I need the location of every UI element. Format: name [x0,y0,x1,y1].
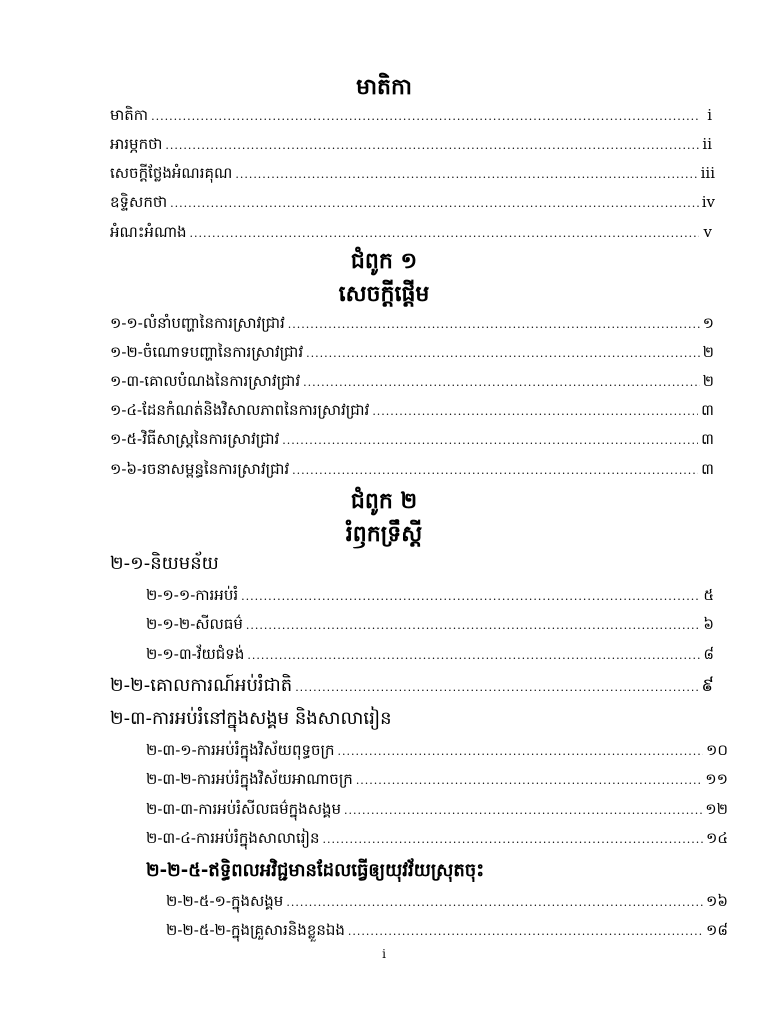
entry-label: ២-១-៣-វ័យជំទង់ [146,645,245,663]
toc-entry-section-2-2-5[interactable] [166,919,728,943]
toc-entry-front-matter[interactable] [110,104,712,128]
entry-page-number: ១៤ [706,829,728,847]
dot-leader [165,135,699,157]
entry-page-number: ៣ [701,401,714,419]
entry-label: ២-១-២-សីលធម៌ [146,615,243,633]
entry-page-number: ១១ [705,770,728,788]
section-2-1-heading[interactable]: ២-១-និយមន័យ [110,553,219,574]
chapter-2-number: ជំពូក ២ [350,489,418,514]
entry-label: ២-២-៥-២-ក្នុងគ្រួសារនិងខ្លួនឯង [166,921,345,939]
dot-leader [288,314,700,336]
entry-label: អារម្ភកថា [110,135,163,153]
entry-label: ២-៣-៤-ការអប់រំក្នុងសាលារៀន [146,829,320,847]
entry-label: អំណះអំណាង [110,223,187,241]
entry-label: ១-២-ចំណោទបញ្ហានៃការស្រាវជ្រាវ [110,343,304,361]
entry-page-number: ១២ [705,800,728,818]
dot-leader [356,770,702,792]
entry-label: ២-១-១-ការអប់រំ [146,586,239,604]
dot-leader [286,892,703,914]
entry-page-number: iv [701,193,715,211]
section-2-3-heading[interactable]: ២-៣-ការអប់រំនៅក្នុងសង្គម និងសាលារៀន [110,708,392,729]
dot-leader [322,829,703,851]
toc-entry-section-2-3[interactable] [146,827,728,851]
entry-page-number: ១៦ [706,892,728,910]
chapter-1-number: ជំពូក ១ [350,249,418,274]
entry-page-number: ៦ [703,615,714,633]
entry-label: ១-៦-រចនាសម្ពន្ធនៃការស្រាវជ្រាវ [110,460,290,478]
entry-label: ឧទ្ទិសកថា [110,193,168,211]
entry-page-number: iii [700,164,715,182]
toc-title: មាតិកា [356,75,412,100]
entry-label: ២-៣-១-ការអប់រំក្នុងវិស័យពុទ្ធចក្រ [146,741,335,759]
toc-entry-chapter-1[interactable] [110,399,714,423]
entry-label: ១-៤-ដែនកំណត់និងវិសាលភាពនៃការស្រាវជ្រាវ [110,401,370,419]
chapter-2-title: រំឭកទ្រឹស្តី [345,522,423,547]
toc-entry-chapter-1[interactable] [110,370,714,394]
section-2-2-5-heading[interactable]: ២-២-៥-ឥទ្ធិពលអវិជ្ជមានដែលធ្វើឲ្យយុវវ័យស្រុតចុះ [146,860,485,881]
toc-entry-section-2-3[interactable] [146,798,728,822]
toc-entry-chapter-1[interactable] [110,341,714,365]
entry-page-number: ៣ [701,460,714,478]
toc-entry-front-matter[interactable] [110,221,712,245]
entry-page-number: i [707,106,712,124]
dot-leader [344,800,702,822]
entry-label: សេចក្តីថ្លែងអំណរគុណ [110,164,233,182]
entry-label: ១-១-លំនាំបញ្ហានៃការស្រាវជ្រាវ [110,314,285,332]
entry-page-number: ii [702,135,712,153]
dot-leader [235,164,697,186]
dot-leader [241,586,700,608]
entry-label: ១-៥-វិធីសាស្ត្រនៃការស្រាវជ្រាវ [110,430,280,448]
entry-page-number: v [703,223,712,241]
toc-entry-chapter-1[interactable] [110,312,714,336]
toc-entry-front-matter[interactable] [110,191,715,215]
toc-entry-section-2-2[interactable] [110,673,714,701]
toc-entry-section-2-1[interactable] [146,584,714,608]
toc-entry-front-matter[interactable] [110,162,715,186]
entry-page-number: ៨ [703,645,714,663]
dot-leader [338,741,704,763]
entry-page-number: ៥ [703,586,714,604]
footer-page-number: i [382,947,386,961]
toc-entry-section-2-1[interactable] [146,643,714,667]
entry-label: ១-៣-គោលបំណងនៃការស្រាវជ្រាវ [110,372,301,390]
dot-leader [348,921,703,943]
entry-label: ២-៣-២-ការអប់រំក្នុងវិស័យអាណាចក្រ [146,770,353,788]
toc-entry-section-2-2-5[interactable] [166,890,728,914]
dot-leader [151,106,699,128]
toc-entry-section-2-3[interactable] [146,739,728,763]
dot-leader [306,343,700,365]
entry-page-number: ២ [702,343,714,361]
toc-entry-front-matter[interactable] [110,133,712,157]
toc-entry-section-2-3[interactable] [146,768,728,792]
dot-leader [372,401,698,423]
toc-entry-chapter-1[interactable] [110,428,714,452]
entry-label: ២-២-គោលការណ៍អប់រំជាតិ [110,675,293,696]
dot-leader [170,193,699,215]
toc-entry-section-2-1[interactable] [146,613,714,637]
dot-leader [282,430,698,452]
entry-page-number: ៣ [701,430,714,448]
toc-entry-chapter-1[interactable] [110,458,714,482]
dot-leader [247,645,700,667]
entry-page-number: ១៨ [706,921,728,939]
entry-page-number: ១០ [706,741,728,759]
entry-page-number: ៩ [701,675,714,696]
dot-leader [303,372,700,394]
chapter-1-title: សេចក្តីផ្តើម [338,282,430,307]
dot-leader [190,223,699,245]
dot-leader [246,615,701,637]
entry-label: មាតិកា [110,106,149,124]
entry-label: ២-២-៥-១-ក្នុងសង្គម [166,892,284,910]
entry-label: ២-៣-៣-ការអប់រំសីលធម៌ក្នុងសង្គម [146,800,342,818]
dot-leader [292,460,698,482]
entry-page-number: ១ [702,314,714,332]
dot-leader [295,675,698,701]
entry-page-number: ២ [702,372,714,390]
